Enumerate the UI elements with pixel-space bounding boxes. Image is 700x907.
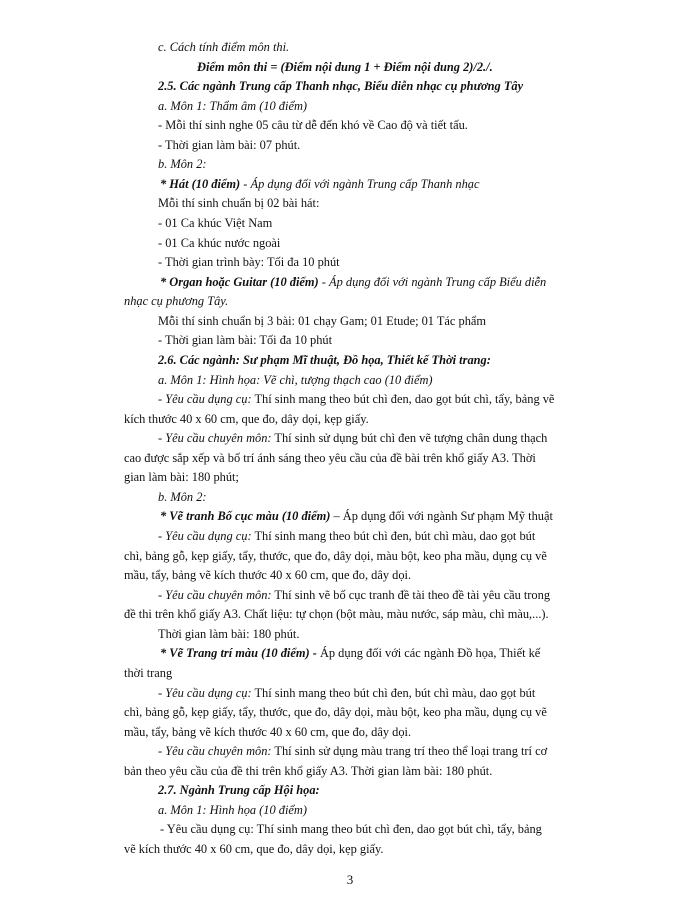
paragraph-line: nhạc cụ phương Tây. bbox=[124, 294, 229, 308]
subject-2-heading: b. Môn 2: bbox=[158, 157, 207, 171]
paragraph-line: - Yêu cầu dụng cụ: Thí sinh mang theo bút chì đen, dao gọt bút chì, tẩy, bảng bbox=[160, 822, 542, 836]
composition-heading bbox=[160, 509, 620, 524]
paragraph-line: mầu, tẩy, bảng vẽ kích thước 40 x 60 cm, que đo, dây dọi. bbox=[124, 725, 412, 739]
inline-label: - Yêu cầu chuyên môn: bbox=[158, 588, 272, 602]
paragraph-line: - 01 Ca khúc Việt Nam bbox=[158, 216, 273, 230]
paragraph-line bbox=[158, 744, 618, 759]
inline-text: Thí sinh mang theo bút chì đen, dao gọt bút chì, tẩy, bảng vẽ bbox=[251, 392, 555, 406]
paragraph-line: Mỗi thí sinh chuẩn bị 02 bài hát: bbox=[158, 196, 320, 210]
inline-label: - Yêu cầu chuyên môn: bbox=[158, 744, 272, 758]
decoration-title: * Vẽ Trang trí màu (10 điểm) - bbox=[160, 646, 317, 660]
subject-1-heading: a. Môn 1: Hình họa (10 điểm) bbox=[158, 803, 308, 817]
paragraph-line: cao được sắp xếp và bố trí ánh sáng theo yêu cầu của đề bài trên khổ giấy A3. Thời bbox=[124, 451, 536, 465]
subject-2-heading: b. Môn 2: bbox=[158, 490, 207, 504]
inline-text: Thí sinh sử dụng bút chì đen vẽ tượng chân dung thạch bbox=[271, 431, 548, 445]
paragraph-line: Mỗi thí sinh chuẩn bị 3 bài: 01 chạy Gam; 01 Etude; 01 Tác phẩm bbox=[158, 314, 487, 328]
organ-guitar-heading bbox=[160, 275, 615, 290]
paragraph-line: kích thước 40 x 60 cm, que đo, dây dọi, kẹp giấy. bbox=[124, 412, 369, 426]
paragraph-line: - Thời gian làm bài: Tối đa 10 phút bbox=[158, 333, 333, 347]
inline-label: - Yêu cầu dụng cụ: bbox=[158, 392, 252, 406]
paragraph-line bbox=[158, 392, 618, 407]
page-number: 3 bbox=[346, 872, 354, 887]
inline-text: Thí sinh mang theo bút chì đen, bút chì màu, dao gọt bút bbox=[251, 686, 536, 700]
inline-label: - Yêu cầu dụng cụ: bbox=[158, 686, 252, 700]
inline-text: Thí sinh sử dụng màu trang trí theo thể loại trang trí cơ bbox=[271, 744, 548, 758]
composition-title: * Vẽ tranh Bố cục màu (10 điểm) bbox=[160, 509, 331, 523]
composition-note: – Áp dụng đối với ngành Sư phạm Mỹ thuật bbox=[330, 509, 553, 523]
section-2-6-heading: 2.6. Các ngành: Sư phạm Mĩ thuật, Đồ họa, Thiết kế Thời trang: bbox=[158, 353, 491, 367]
paragraph-line: - Mỗi thí sinh nghe 05 câu từ dễ đến khó về Cao độ và tiết tấu. bbox=[158, 118, 468, 132]
paragraph-line: - Thời gian làm bài: 07 phút. bbox=[158, 138, 301, 152]
paragraph-line bbox=[158, 686, 618, 701]
paragraph-line bbox=[158, 588, 618, 603]
paragraph-line: vẽ kích thước 40 x 60 cm, que đo, dây dọi, kẹp giấy. bbox=[124, 842, 384, 856]
paragraph-line bbox=[158, 431, 618, 446]
singing-title: * Hát (10 điểm) bbox=[160, 177, 241, 191]
paragraph-line: bản theo yêu cầu của đề thi trên khổ giấy A3. Thời gian làm bài: 180 phút. bbox=[124, 764, 493, 778]
paragraph-line: mầu, tẩy, bảng vẽ kích thước 40 x 60 cm, que đo, dây dọi. bbox=[124, 568, 412, 582]
organ-guitar-title: * Organ hoặc Guitar (10 điểm) bbox=[160, 275, 319, 289]
singing-note: - Áp dụng đối với ngành Trung cấp Thanh nhạc bbox=[240, 177, 480, 191]
paragraph-line: Thời gian làm bài: 180 phút. bbox=[158, 627, 300, 641]
paragraph-line: chì, bảng gỗ, kẹp giấy, tẩy, thước, que đo, dây dọi, màu bột, keo pha mầu, dụng cụ vẽ bbox=[124, 549, 547, 563]
section-2-5-heading: 2.5. Các ngành Trung cấp Thanh nhạc, Biểu diễn nhạc cụ phương Tây bbox=[158, 79, 524, 93]
inline-text: Thí sinh vẽ bố cục tranh đề tài theo đề tài yêu cầu trong bbox=[271, 588, 551, 602]
decoration-note: Áp dụng đối với các ngành Đồ họa, Thiết kế bbox=[316, 646, 541, 660]
paragraph-line: chì, bảng gỗ, kẹp giấy, tẩy, thước, que đo, dây dọi, màu bột, keo pha mầu, dụng cụ vẽ bbox=[124, 705, 547, 719]
score-formula: Điểm môn thi = (Điểm nội dung 1 + Điểm nội dung 2)/2./. bbox=[197, 60, 493, 74]
paragraph-line bbox=[158, 529, 618, 544]
inline-label: - Yêu cầu dụng cụ: bbox=[158, 529, 252, 543]
inline-text: Thí sinh mang theo bút chì đen, bút chì màu, dao gọt bút bbox=[251, 529, 536, 543]
paragraph-line: - 01 Ca khúc nước ngoài bbox=[158, 236, 281, 250]
section-2-7-heading: 2.7. Ngành Trung cấp Hội họa: bbox=[158, 783, 320, 797]
inline-label: - Yêu cầu chuyên môn: bbox=[158, 431, 272, 445]
paragraph-line: thời trang bbox=[124, 666, 173, 680]
paragraph-line: gian làm bài: 180 phút; bbox=[124, 470, 239, 484]
paragraph-line: đề thi trên khổ giấy A3. Chất liệu: tự chọn (bột màu, màu nước, sáp màu, chì màu,...). bbox=[124, 607, 549, 621]
section-c-heading: c. Cách tính điểm môn thi. bbox=[158, 40, 290, 54]
paragraph-line: - Thời gian trình bày: Tối đa 10 phút bbox=[158, 255, 340, 269]
subject-1-heading: a. Môn 1: Thẩm âm (10 điểm) bbox=[158, 99, 308, 113]
subject-1-heading: a. Môn 1: Hình họa: Vẽ chì, tượng thạch cao (10 điểm) bbox=[158, 373, 433, 387]
singing-heading bbox=[160, 177, 620, 192]
decoration-heading bbox=[160, 646, 620, 661]
organ-guitar-note: - Áp dụng đối với ngành Trung cấp Biểu diễn bbox=[318, 275, 547, 289]
